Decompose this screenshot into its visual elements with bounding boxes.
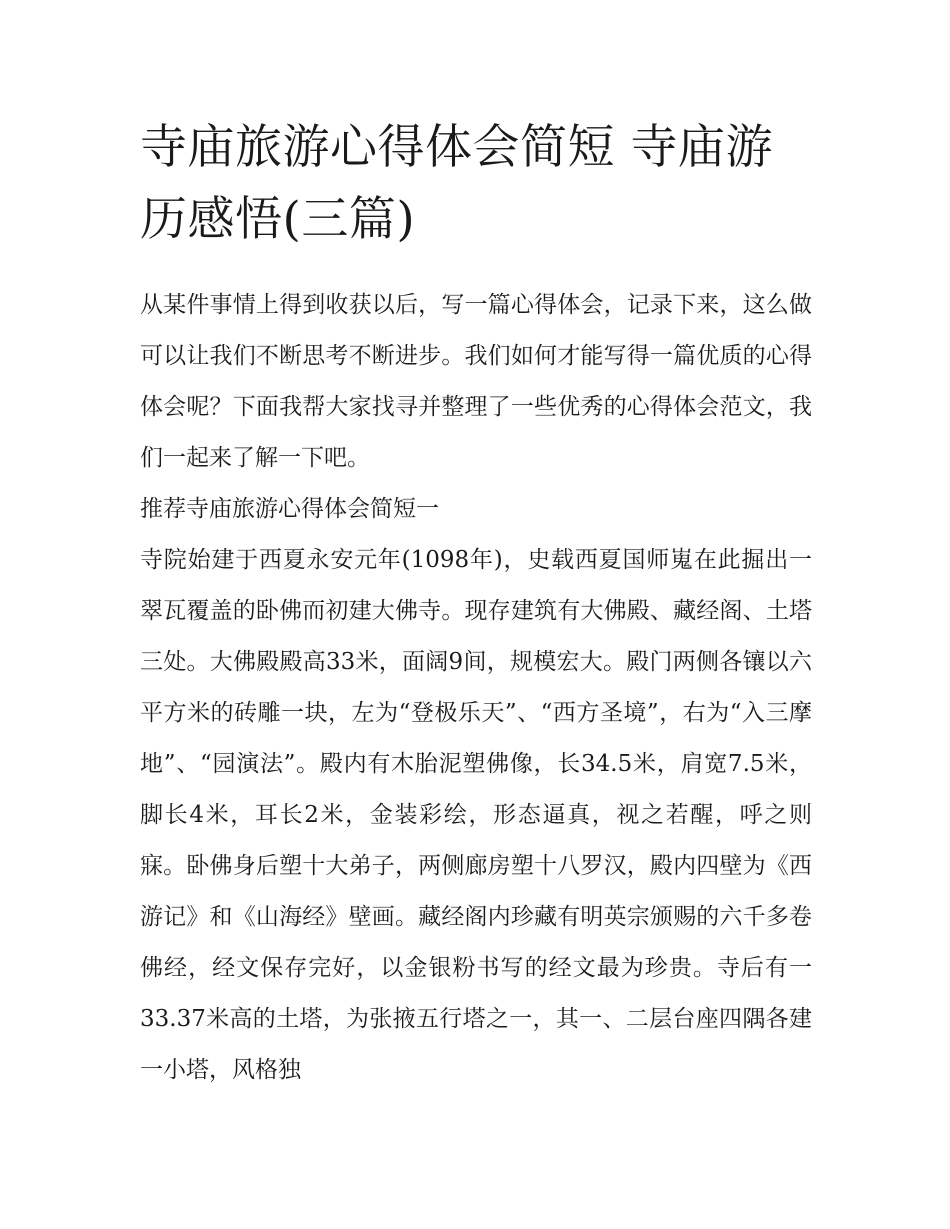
section-heading: 推荐寺庙旅游心得体会简短一 [140,496,439,522]
intro-paragraph: 从某件事情上得到收获以后，写一篇心得体会，记录下来，这么做可以让我们不断思考不断进步。我们如何才能写得一篇优质的心得体会呢？下面我帮大家找寻并整理了一些优秀的心得体会范文，我们一起来了解一下吧。 [140,292,812,471]
document-body [140,280,812,1096]
section-paragraph: 寺院始建于西夏永安元年(1098年)，史载西夏国师嵬在此掘出一翠瓦覆盖的卧佛而初建大佛寺。现存建筑有大佛殿、藏经阁、土塔三处。大佛殿殿高33米，面阔9间，规模宏大。殿门两侧各镶以六平方米的砖雕一块，左为“登极乐天”、“西方圣境”，右为“入三摩地”、“园演法”。殿内有木胎泥塑佛像，长34.5米，肩宽7.5米，脚长4米，耳长2米，金装彩绘，形态逼真，视之若醒，呼之则寐。卧佛身后塑十大弟子，两侧廊房塑十八罗汉，殿内四壁为《西游记》和《山海经》壁画。藏经阁内珍藏有明英宗颁赐的六千多卷佛经，经文保存完好，以金银粉书写的经文最为珍贵。寺后有一33.37米高的土塔，为张掖五行塔之一，其一、二层台座四隅各建一小塔，风格独 [140,547,812,1083]
document-page [140,112,812,1096]
document-title: 寺庙旅游心得体会简短 寺庙游历感悟(三篇) [140,120,773,247]
